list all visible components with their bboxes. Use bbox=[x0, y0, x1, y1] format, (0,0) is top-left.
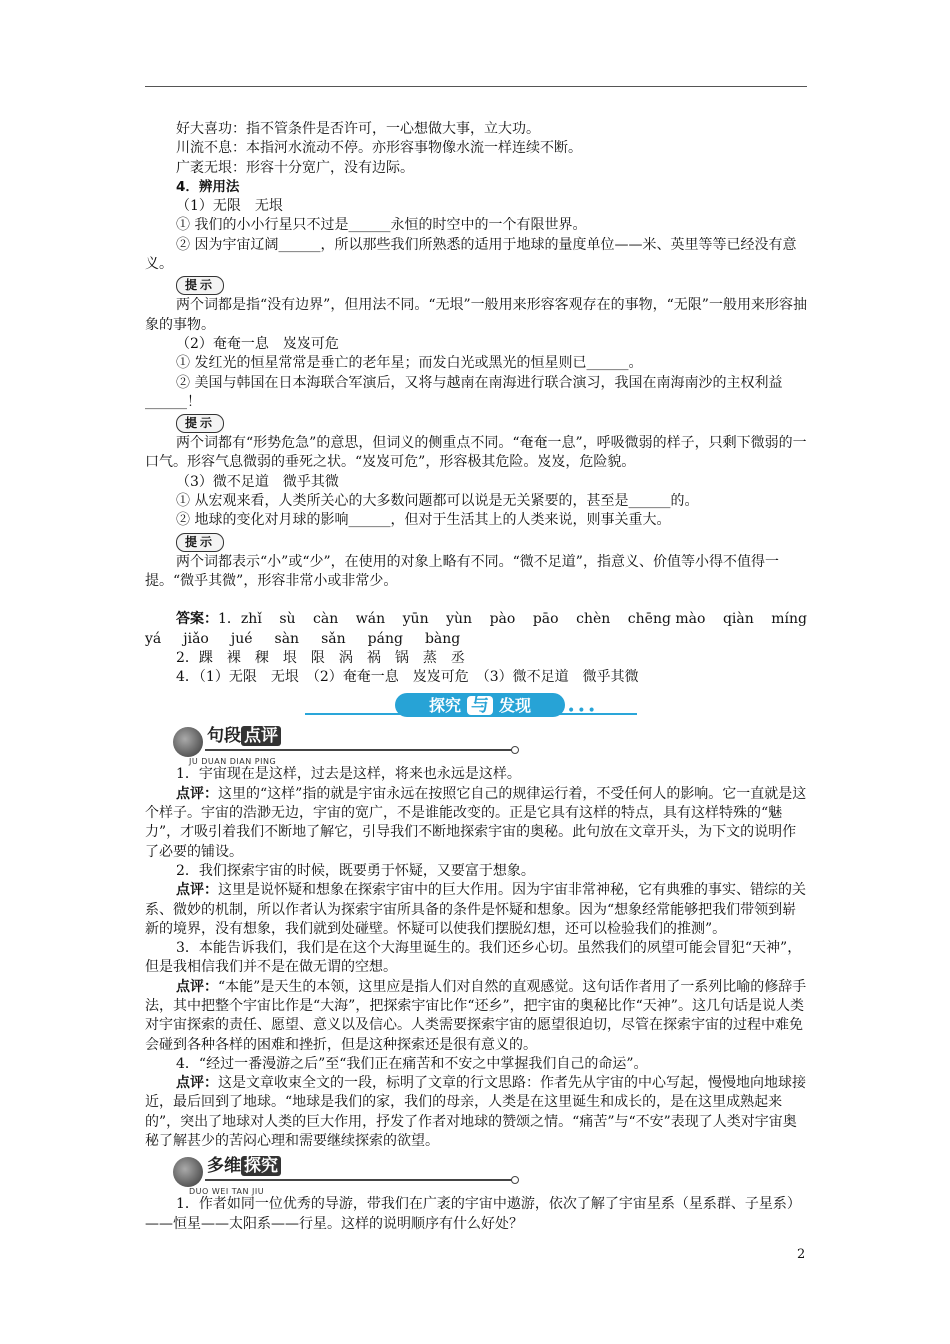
tip-text: 两个词都是指“没有边界”，但用法不同。“无垠”一般用来形容客观存在的事物，“无限”一般用来形容抽象的事物。 bbox=[145, 297, 807, 333]
answer-line: 2．踝 裸 稞 垠 限 涡 祸 锅 蒸 丞 bbox=[176, 649, 465, 666]
vocab-item: 好大喜功：指不管条件是否许可，一心想做大事，立大功。 bbox=[176, 121, 540, 137]
question: ② 美国与韩国在日本海联合军演后，又将与越南在南海进行联合演习，我国在南海南沙的主权利益______！ bbox=[145, 374, 783, 410]
tip-text: 两个词都表示“小”或“少”，在使用的对象上略有不同。“微不足道”，指意义、价值等小得不值得一提。“微乎其微”，形容非常小或非常少。 bbox=[145, 553, 779, 589]
page-content bbox=[145, 120, 807, 1234]
vocab-item: 广袤无垠：形容十分宽广，没有边际。 bbox=[176, 159, 414, 176]
explore-question: 1．作者如同一位优秀的导游，带我们在广袤的宇宙中遨游，依次了解了宇宙星系（星系群、子星系）——恒星——太阳系——行星。这样的说明顺序有什么好处？ bbox=[145, 1196, 801, 1232]
group-title: （2）奄奄一息 岌岌可危 bbox=[176, 335, 339, 352]
question: ① 发红光的恒星常常是垂亡的老年星；而发白光或黑光的恒星则已______。 bbox=[176, 355, 643, 372]
header-rule bbox=[145, 86, 807, 87]
question: ① 我们的小小行星只不过是______永恒的时空中的一个有限世界。 bbox=[176, 217, 587, 234]
tip-badge: 提示 bbox=[176, 414, 224, 433]
question: ② 地球的变化对月球的影响______，但对于生活其上的人类来说，则事关重大。 bbox=[176, 512, 671, 529]
answer-pinyin-row: yá jiǎo jué sàn sǎn páng bàng bbox=[145, 630, 461, 647]
answer-label: 答案： bbox=[176, 611, 218, 628]
comment: 点评：“本能”是天生的本领，这里应是指人们对自然的直观感觉。这句话作者用了一系列比喻的修辞手法，其中把整个宇宙比作是“大海”，把探索宇宙比作“还乡”，把宇宙的奥秘比作“天神”。这几句话是说人类对宇宙探索的责任、愿望、意义以及信心。人类需要探索宇宙的愿望很迫切，尽管在探索宇宙的过程中难免会碰到各种各样的困难和挫折，但是这种探索还是很有意义的。 bbox=[145, 978, 807, 1053]
vocab-item: 川流不息：本指河水流动不停。亦形容事物像水流一样连续不断。 bbox=[176, 140, 582, 157]
subsection-header: 句段 点评 JU DUAN DIAN PING bbox=[145, 725, 807, 765]
quote: 4．“经过一番漫游之后”至“我们正在痛苦和不安之中掌握我们自己的命运”。 bbox=[176, 1055, 648, 1072]
comment: 点评：这里的“这样”指的就是宇宙永远在按照它自己的规律运行着，不受任何人的影响。它一直就是这个样子。宇宙的浩渺无边，宇宙的宽广，不是谁能改变的。正是它具有这样的特点，具有这样特殊的“魅力”，才吸引着我们不断地了解它，引导我们不断地探索宇宙的奥秘。此句放在文章开头，为下文的说明作了必要的铺设。 bbox=[145, 785, 807, 860]
question: ② 因为宇宙辽阔______，所以那些我们所熟悉的适用于地球的量度单位——米、英里等等已经没有意义。 bbox=[145, 236, 797, 273]
answer-line: 4．（1）无限 无垠 （2）奄奄一息 岌岌可危 （3）微不足道 微乎其微 bbox=[176, 669, 639, 686]
tip-badge: 提示 bbox=[176, 533, 224, 552]
quote: 2．我们探索宇宙的时候，既要勇于怀疑，又要富于想象。 bbox=[176, 862, 535, 879]
group-title: （3）微不足道 微乎其微 bbox=[176, 473, 339, 490]
comment: 点评：这是文章收束全文的一段，标明了文章的行文思路：作者先从宇宙的中心写起，慢慢地向地球接近，最后回到了地球。“地球是我们的家，我们的母亲，人类是在这里诞生和成长的，是在这里成熟起来的”，突出了地球对人类的巨大作用，抒发了作者对地球的赞颂之情。“痛苦”与“不安”表现了人类对宇宙奥秘了解甚少的苦闷心理和需要继续探索的欲望。 bbox=[145, 1075, 806, 1150]
quote: 3．本能告诉我们，我们是在这个大海里诞生的。我们还乡心切。虽然我们的夙望可能会冒犯“天神”，但是我相信我们并不是在做无谓的空想。 bbox=[145, 940, 802, 976]
tip-badge: 提示 bbox=[176, 276, 224, 295]
page-number: 2 bbox=[797, 1247, 806, 1262]
section-title: 4．辨用法 bbox=[176, 178, 240, 195]
subsection-header: 多维 探究 DUO WEI TAN JIU bbox=[145, 1155, 807, 1195]
group-title: （1）无限 无垠 bbox=[176, 198, 283, 215]
quote: 1．宇宙现在是这样，过去是这样，将来也永远是这样。 bbox=[176, 766, 521, 783]
question: ① 从宏观来看，人类所关心的大多数问题都可以说是无关紧要的，甚至是______的。 bbox=[176, 493, 699, 510]
tip-text: 两个词都有“形势危急”的意思，但词义的侧重点不同。“奄奄一息”，呼吸微弱的样子，只剩下微弱的一口气。形容气息微弱的垂死之状。“岌岌可危”，形容极其危险。岌岌，危险貌。 bbox=[145, 435, 807, 471]
section-banner: 探究 与 发现 ••• bbox=[145, 693, 807, 721]
answer-pinyin-row: 答案：1．zhǐ sù càn wán yūn yùn pào pāo chèn chēng mào qiàn míng bbox=[176, 611, 807, 628]
comment: 点评：这里是说怀疑和想象在探索宇宙中的巨大作用。因为宇宙非常神秘，它有典雅的事实、错综的关系、微妙的机制，所以作者认为探索宇宙所具备的条件是怀疑和想象。因为“想象经常能够把我们带领到崭新的境界，没有想象，我们就到处碰壁。怀疑可以使我们摆脱幻想，还可以检验我们的推测”。 bbox=[145, 882, 806, 937]
